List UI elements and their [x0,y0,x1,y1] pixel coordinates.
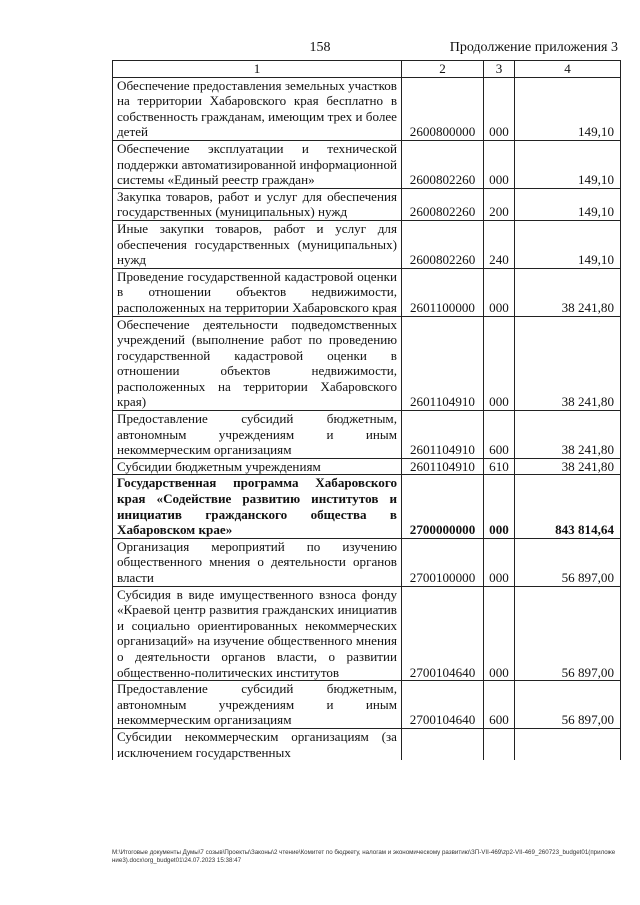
target-article-code-cell: 2600802260 [402,188,484,220]
amount-cell: 38 241,80 [515,316,621,411]
table-row [113,411,621,459]
row-name-cell: Предоставление субсидий бюджетным, автономным учреждениям и иным некоммерческим организациям [113,411,402,459]
running-head: Продолжение приложения 3 [449,40,618,55]
table-row [113,188,621,220]
budget-table [112,60,621,760]
page-number: 158 [309,40,331,55]
column-number-4: 4 [515,61,621,78]
target-article-code-cell: 2700100000 [402,538,484,586]
expense-type-cell: 610 [484,458,515,475]
target-article-code-cell [402,728,484,760]
footer-file-path: M:\Итоговые документы Думы\7 созыв\Проекты\Законы\2 чтение\Комитет по бюджету, налогам и экономическому развитию\ЗП-VII-469\zp2-VII-469_260723_budget01(приложение3).docx\org_budget01\24.07.2023 15:38:47 [112,849,616,864]
expense-type-cell: 600 [484,681,515,729]
target-article-code-cell: 2700104640 [402,681,484,729]
amount-cell: 38 241,80 [515,268,621,316]
target-article-code-cell: 2700104640 [402,586,484,681]
target-article-code-cell: 2601100000 [402,268,484,316]
row-name-cell: Предоставление субсидий бюджетным, автономным учреждениям и иным некоммерческим организациям [113,681,402,729]
column-number-3: 3 [484,61,515,78]
expense-type-cell: 200 [484,188,515,220]
row-name-cell: Государственная программа Хабаровского края «Содействие развитию институтов и инициатив гражданского общества в Хабаровском крае» [113,475,402,538]
expense-type-cell: 000 [484,316,515,411]
row-name-cell: Иные закупки товаров, работ и услуг для обеспечения государственных (муниципальных) нужд [113,220,402,268]
target-article-code-cell: 2700000000 [402,475,484,538]
row-name-cell: Обеспечение деятельности подведомственных учреждений (выполнение работ по проведению государственной кадастровой оценки в отношении объектов недвижимости, расположенных на территории Хабаровского края) [113,316,402,411]
row-name-cell: Субсидии бюджетным учреждениям [113,458,402,475]
table-row [113,316,621,411]
expense-type-cell: 000 [484,268,515,316]
target-article-code-cell: 2601104910 [402,316,484,411]
table-row [113,586,621,681]
target-article-code-cell: 2601104910 [402,458,484,475]
table-row [113,77,621,140]
amount-cell: 38 241,80 [515,458,621,475]
target-article-code-cell: 2600802260 [402,140,484,188]
expense-type-cell: 000 [484,140,515,188]
table-row [113,458,621,475]
row-name-cell: Субсидии некоммерческим организациям (за исключением государственных [113,728,402,760]
column-number-2: 2 [402,61,484,78]
amount-cell: 149,10 [515,220,621,268]
target-article-code-cell: 2600800000 [402,77,484,140]
amount-cell: 149,10 [515,77,621,140]
row-name-cell: Закупка товаров, работ и услуг для обеспечения государственных (муниципальных) нужд [113,188,402,220]
row-name-cell: Организация мероприятий по изучению общественного мнения о деятельности органов власти [113,538,402,586]
amount-cell: 149,10 [515,140,621,188]
table-row [113,681,621,729]
amount-cell: 56 897,00 [515,681,621,729]
table-row [113,140,621,188]
amount-cell: 38 241,80 [515,411,621,459]
column-number-row [113,61,621,78]
expense-type-cell: 000 [484,475,515,538]
expense-type-cell: 240 [484,220,515,268]
expense-type-cell: 000 [484,77,515,140]
table-row [113,538,621,586]
target-article-code-cell: 2601104910 [402,411,484,459]
amount-cell: 843 814,64 [515,475,621,538]
expense-type-cell: 000 [484,586,515,681]
table-row [113,268,621,316]
row-name-cell: Обеспечение предоставления земельных участков на территории Хабаровского края бесплатно в собственность гражданам, имеющим трех и более детей [113,77,402,140]
table-row [113,220,621,268]
amount-cell: 56 897,00 [515,538,621,586]
row-name-cell: Обеспечение эксплуатации и технической поддержки автоматизированной информационной системы «Единый реестр граждан» [113,140,402,188]
amount-cell: 56 897,00 [515,586,621,681]
expense-type-cell [484,728,515,760]
amount-cell: 149,10 [515,188,621,220]
target-article-code-cell: 2600802260 [402,220,484,268]
expense-type-cell: 000 [484,538,515,586]
row-name-cell: Проведение государственной кадастровой оценки в отношении объектов недвижимости, расположенных на территории Хабаровского края [113,268,402,316]
row-name-cell: Субсидия в виде имущественного взноса фонду «Краевой центр развития гражданских инициатив и социально ориентированных некоммерческих организаций» на изучение общественного мнения о деятельности органов власти, о развитии общественно-политических институтов [113,586,402,681]
amount-cell [515,728,621,760]
column-number-1: 1 [113,61,402,78]
table-row [113,475,621,538]
table-row [113,728,621,760]
expense-type-cell: 600 [484,411,515,459]
